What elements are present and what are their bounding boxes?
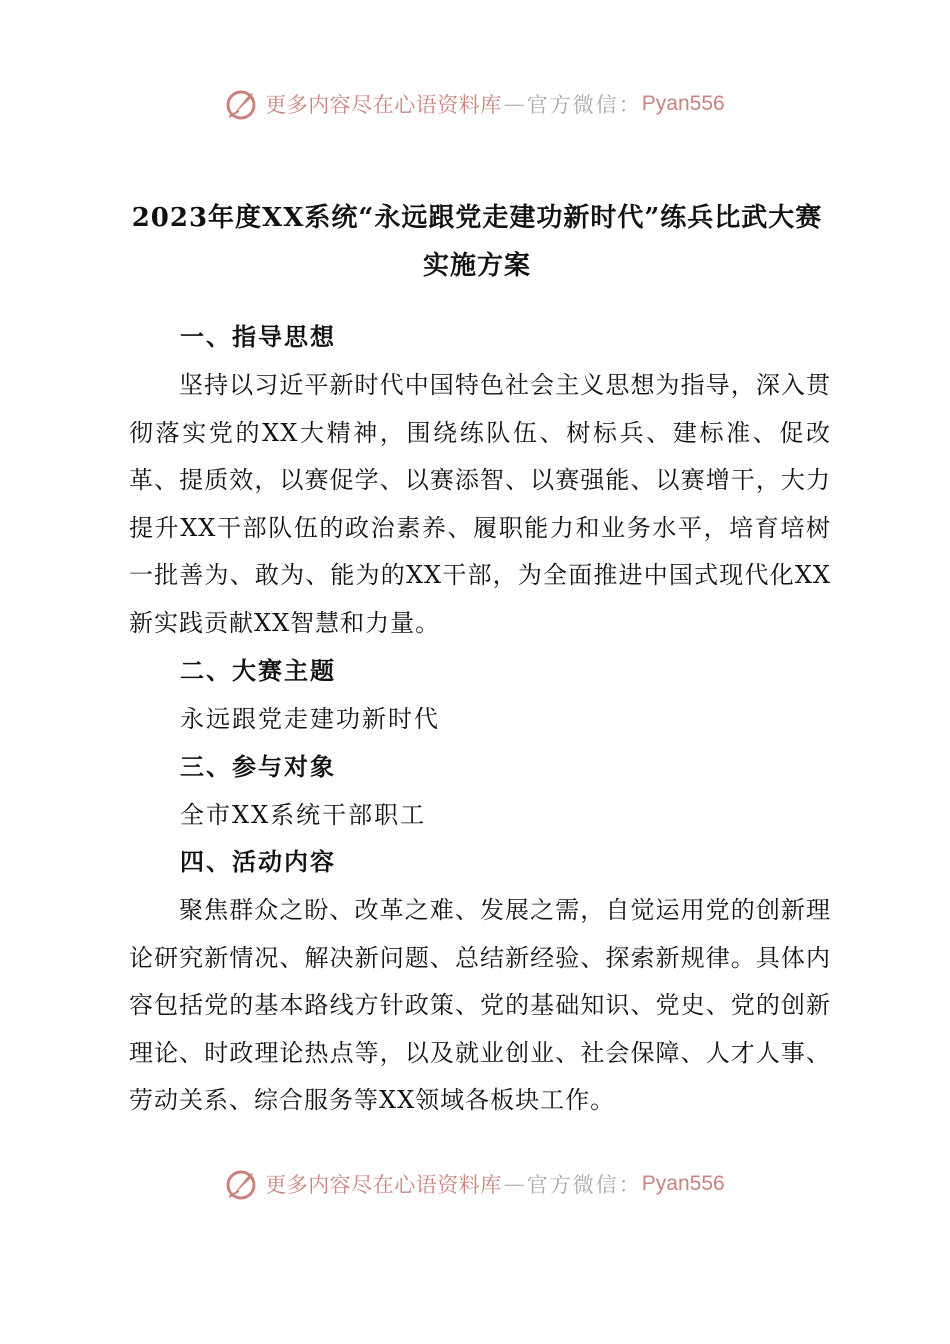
document-title: 2023年度XX系统“永远跟党走建功新时代”练兵比武大赛实施方案 <box>131 203 823 281</box>
watermark-header <box>0 84 950 124</box>
watermark-dash: — <box>503 1172 525 1196</box>
watermark-id: Pyan556 <box>641 92 725 115</box>
section-heading: 二、大赛主题 <box>180 656 336 685</box>
watermark-label: 官方微信： <box>526 1173 642 1197</box>
section-heading: 四、活动内容 <box>180 847 336 876</box>
watermark-id: Pyan556 <box>641 1172 725 1195</box>
section-heading: 一、指导思想 <box>180 322 336 351</box>
section-body: 全市XX系统干部职工 <box>180 801 427 829</box>
section-heading: 三、参与对象 <box>180 752 336 781</box>
section-body: 永远跟党走建功新时代 <box>180 705 440 733</box>
quill-logo-icon <box>225 87 259 121</box>
section-body: 坚持以习近平新时代中国特色社会主义思想为指导，深入贯彻落实党的XX大精神，围绕练队伍、树标兵、建标准、促改革、提质效，以赛促学、以赛添智、以赛强能、以赛增干，大力提升XX干部队伍的政治素养、履职能力和业务水平，培育培树一批善为、敢为、能为的XX干部，为全面推进中国式现代化XX新实践贡献XX智慧和力量。 <box>129 371 831 637</box>
watermark-label: 官方微信： <box>526 93 642 117</box>
watermark-footer <box>0 1164 950 1204</box>
section-body: 聚焦群众之盼、改革之难、发展之需，自觉运用党的创新理论研究新情况、解决新问题、总结新经验、探索新规律。具体内容包括党的基本路线方针政策、党的基础知识、党史、党的创新理论、时政理论热点等，以及就业创业、社会保障、人才人事、劳动关系、综合服务等XX领域各板块工作。 <box>129 896 831 1115</box>
watermark-dash: — <box>503 92 525 116</box>
quill-logo-icon <box>225 1167 259 1201</box>
watermark-text: 更多内容尽在心语资料库 <box>265 1173 502 1197</box>
watermark-text: 更多内容尽在心语资料库 <box>265 93 502 117</box>
